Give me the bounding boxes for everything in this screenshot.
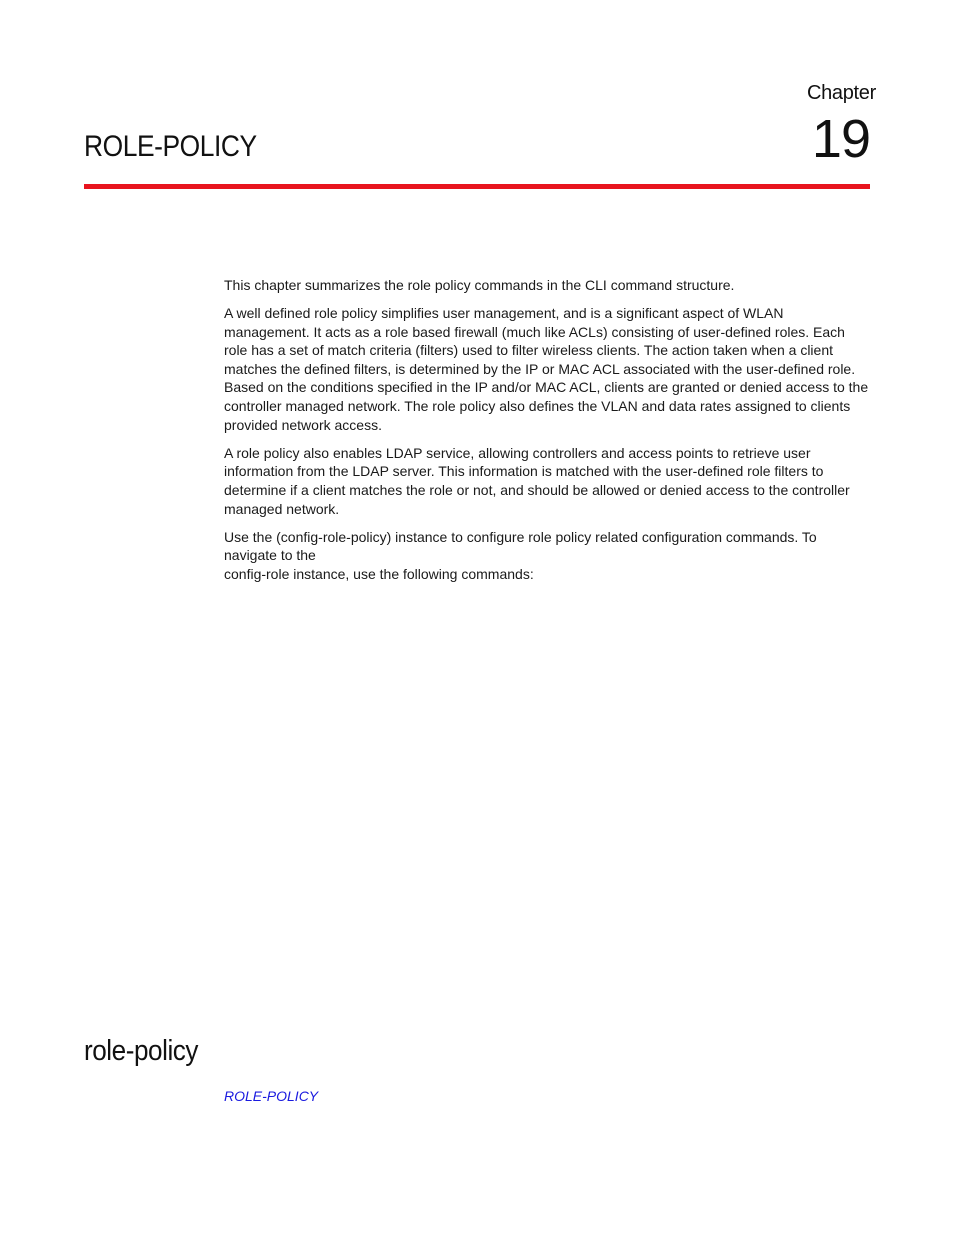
intro-paragraph: Use the (config-role-policy) instance to configure role policy related configuration commands. To navigate to the <box>224 528 817 564</box>
role-policy-link[interactable]: ROLE-POLICY <box>224 1088 319 1104</box>
intro-paragraph: config-role instance, use the following commands: <box>224 565 534 582</box>
chapter-title: ROLE-POLICY <box>84 130 257 163</box>
intro-paragraph: A role policy also enables LDAP service, allowing controllers and access points to retrieve user information from the LDAP server. This information is matched with the user-defined role filters to determine if a client matches the role or not, and should be allowed or denied access to the controller managed network. <box>224 444 850 517</box>
section-heading: role-policy <box>84 1035 199 1067</box>
intro-body <box>224 276 870 593</box>
intro-paragraph: This chapter summarizes the role policy commands in the CLI command structure. <box>224 277 735 293</box>
intro-paragraph: A well defined role policy simplifies user management, and is a significant aspect of WLAN management. It acts as a role based firewall (much like ACLs) consisting of user-defined roles. Each role has a set of match criteria (filters) used to filter wireless clients. The action taken when a client matches the defined filters, is determined by the IP or MAC ACL associated with the user-defined role. Based on the conditions specified in the IP and/or MAC ACL, clients are granted or denied access to the controller managed network. The role policy also defines the VLAN and data rates assigned to clients provided network access. <box>224 305 869 433</box>
chapter-number: 19 <box>811 109 870 169</box>
chapter-title-rule <box>84 184 870 189</box>
chapter-label: Chapter <box>806 82 876 104</box>
